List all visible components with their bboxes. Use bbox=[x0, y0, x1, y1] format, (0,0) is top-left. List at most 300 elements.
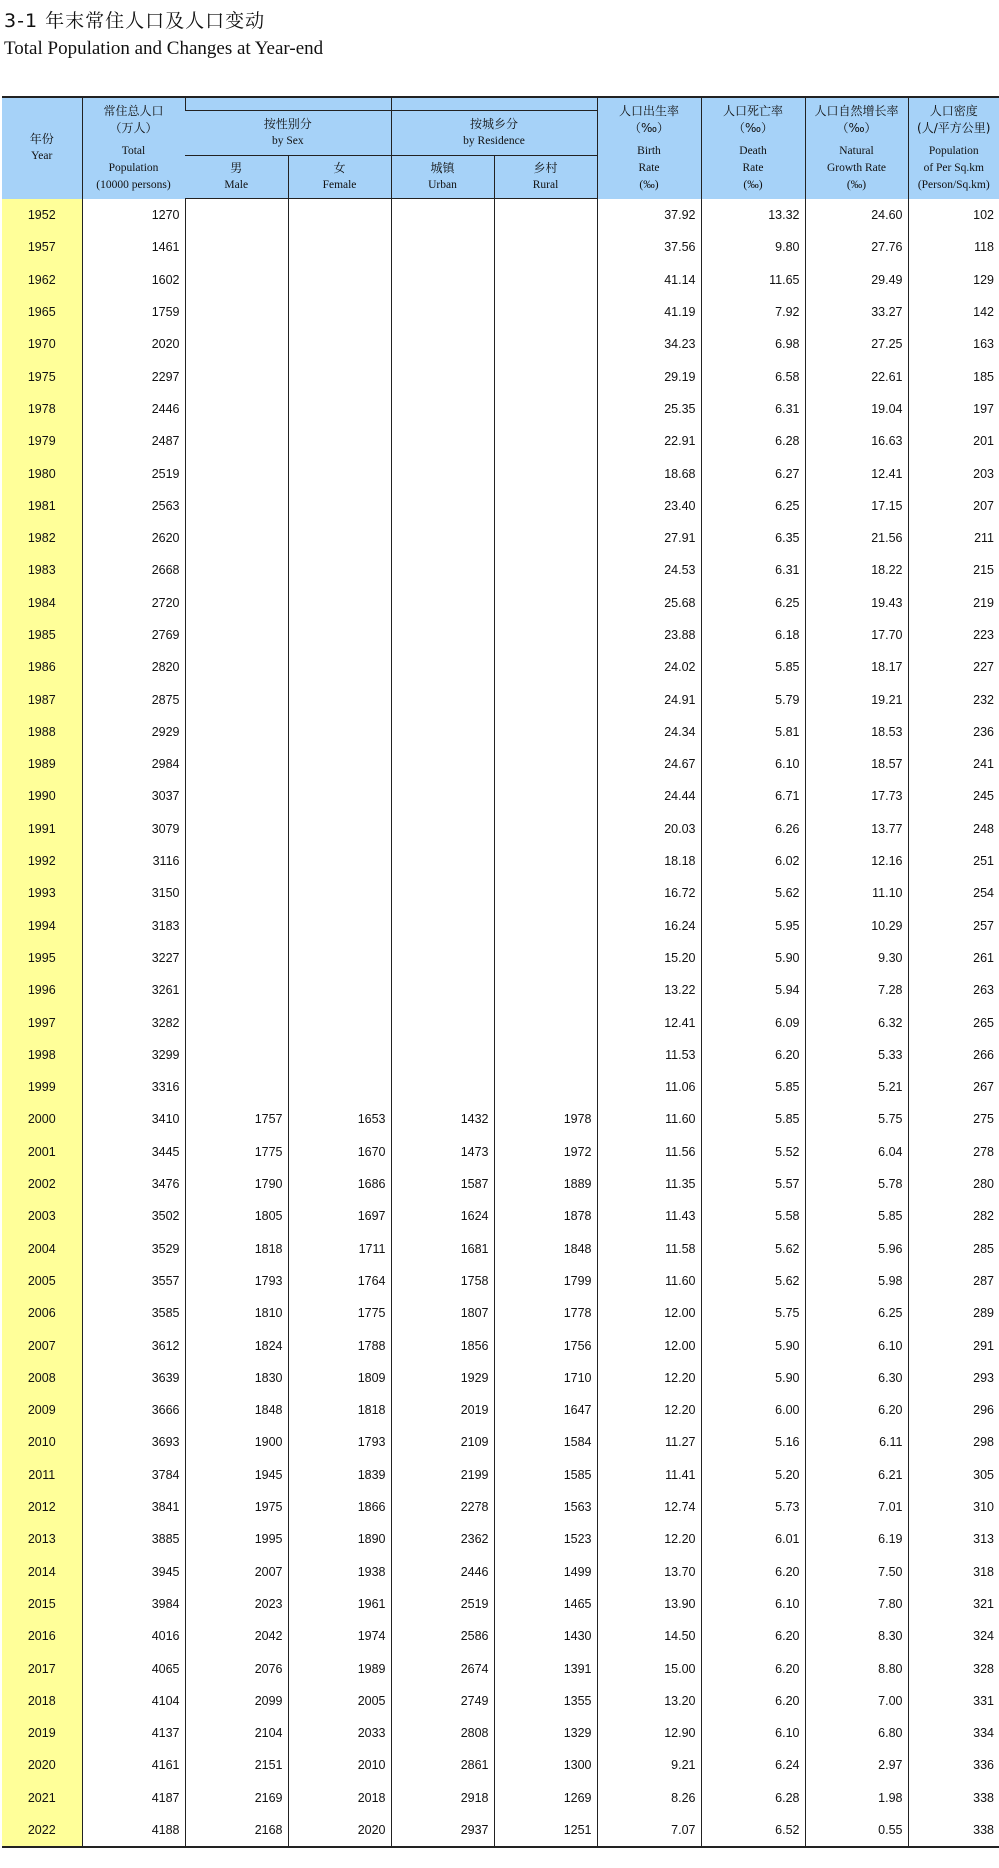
cell-male: 2168 bbox=[185, 1814, 288, 1847]
cell-total-population: 4187 bbox=[82, 1782, 185, 1814]
cell-year: 1975 bbox=[2, 360, 82, 392]
header-total-cn-unit: （万人） bbox=[109, 120, 158, 135]
cell-death-rate: 5.94 bbox=[701, 974, 805, 1006]
cell-birth-rate: 12.90 bbox=[597, 1717, 701, 1749]
table-row bbox=[2, 1200, 999, 1232]
header-urban-cn: 城镇 bbox=[430, 161, 455, 175]
cell-birth-rate: 9.21 bbox=[597, 1749, 701, 1781]
cell-male: 2023 bbox=[185, 1588, 288, 1620]
cell-natural-growth-rate: 18.17 bbox=[805, 651, 908, 683]
cell-birth-rate: 11.58 bbox=[597, 1233, 701, 1265]
cell-female: 2033 bbox=[288, 1717, 391, 1749]
cell-natural-growth-rate: 19.21 bbox=[805, 683, 908, 715]
cell-female bbox=[288, 619, 391, 651]
cell-population-density: 227 bbox=[908, 651, 999, 683]
cell-rural: 1430 bbox=[494, 1620, 597, 1652]
cell-population-density: 305 bbox=[908, 1459, 999, 1491]
cell-total-population: 4188 bbox=[82, 1814, 185, 1847]
cell-population-density: 298 bbox=[908, 1426, 999, 1458]
cell-rural bbox=[494, 651, 597, 683]
cell-male: 2099 bbox=[185, 1685, 288, 1717]
cell-year: 2005 bbox=[2, 1265, 82, 1297]
cell-total-population: 3885 bbox=[82, 1523, 185, 1555]
cell-year: 2008 bbox=[2, 1362, 82, 1394]
table-row bbox=[2, 748, 999, 780]
header-total-en-1: Total bbox=[121, 144, 146, 157]
cell-rural: 1391 bbox=[494, 1652, 597, 1684]
cell-death-rate: 5.81 bbox=[701, 716, 805, 748]
cell-natural-growth-rate: 12.41 bbox=[805, 457, 908, 489]
cell-urban bbox=[391, 490, 494, 522]
cell-year: 1989 bbox=[2, 748, 82, 780]
cell-year: 2001 bbox=[2, 1136, 82, 1168]
cell-birth-rate: 13.70 bbox=[597, 1555, 701, 1587]
cell-male: 1975 bbox=[185, 1491, 288, 1523]
cell-female: 1938 bbox=[288, 1555, 391, 1587]
table-row bbox=[2, 1103, 999, 1135]
cell-rural: 1647 bbox=[494, 1394, 597, 1426]
table-row bbox=[2, 328, 999, 360]
cell-total-population: 4065 bbox=[82, 1652, 185, 1684]
cell-urban bbox=[391, 813, 494, 845]
cell-urban bbox=[391, 360, 494, 392]
header-natural-en-3: (‰) bbox=[846, 178, 867, 191]
cell-year: 2020 bbox=[2, 1749, 82, 1781]
cell-year: 1994 bbox=[2, 910, 82, 942]
cell-male: 1824 bbox=[185, 1329, 288, 1361]
cell-rural bbox=[494, 554, 597, 586]
cell-total-population: 3079 bbox=[82, 813, 185, 845]
cell-birth-rate: 11.35 bbox=[597, 1168, 701, 1200]
cell-urban bbox=[391, 199, 494, 232]
table-row bbox=[2, 1588, 999, 1620]
cell-birth-rate: 11.27 bbox=[597, 1426, 701, 1458]
header-death-rate bbox=[701, 97, 805, 199]
cell-rural bbox=[494, 683, 597, 715]
cell-year: 2011 bbox=[2, 1459, 82, 1491]
cell-male bbox=[185, 845, 288, 877]
cell-death-rate: 6.25 bbox=[701, 587, 805, 619]
cell-female bbox=[288, 490, 391, 522]
header-female-cn: 女 bbox=[333, 161, 346, 175]
table-row bbox=[2, 1168, 999, 1200]
table-row bbox=[2, 1620, 999, 1652]
cell-natural-growth-rate: 24.60 bbox=[805, 199, 908, 232]
cell-urban bbox=[391, 296, 494, 328]
cell-total-population: 3557 bbox=[82, 1265, 185, 1297]
cell-total-population: 4016 bbox=[82, 1620, 185, 1652]
cell-population-density: 197 bbox=[908, 393, 999, 425]
cell-population-density: 215 bbox=[908, 554, 999, 586]
cell-natural-growth-rate: 6.10 bbox=[805, 1329, 908, 1361]
cell-total-population: 2563 bbox=[82, 490, 185, 522]
cell-total-population: 2487 bbox=[82, 425, 185, 457]
cell-rural: 1878 bbox=[494, 1200, 597, 1232]
cell-natural-growth-rate: 29.49 bbox=[805, 264, 908, 296]
cell-year: 2016 bbox=[2, 1620, 82, 1652]
cell-year: 1990 bbox=[2, 780, 82, 812]
cell-urban: 2586 bbox=[391, 1620, 494, 1652]
cell-year: 2014 bbox=[2, 1555, 82, 1587]
cell-urban bbox=[391, 748, 494, 780]
cell-year: 2009 bbox=[2, 1394, 82, 1426]
cell-total-population: 2875 bbox=[82, 683, 185, 715]
cell-urban bbox=[391, 716, 494, 748]
cell-natural-growth-rate: 7.01 bbox=[805, 1491, 908, 1523]
cell-birth-rate: 16.24 bbox=[597, 910, 701, 942]
header-birth-en-3: (‰) bbox=[639, 178, 659, 191]
cell-year: 2015 bbox=[2, 1588, 82, 1620]
cell-male bbox=[185, 813, 288, 845]
cell-total-population: 3784 bbox=[82, 1459, 185, 1491]
cell-female bbox=[288, 199, 391, 232]
cell-population-density: 245 bbox=[908, 780, 999, 812]
cell-birth-rate: 12.74 bbox=[597, 1491, 701, 1523]
cell-rural: 1523 bbox=[494, 1523, 597, 1555]
cell-male bbox=[185, 748, 288, 780]
cell-rural: 1972 bbox=[494, 1136, 597, 1168]
cell-natural-growth-rate: 6.19 bbox=[805, 1523, 908, 1555]
cell-rural bbox=[494, 296, 597, 328]
header-density-en-1: Population bbox=[928, 144, 979, 157]
header-female-en: Female bbox=[322, 179, 357, 191]
table-title-en: Total Population and Changes at Year-end bbox=[4, 38, 324, 59]
cell-urban bbox=[391, 683, 494, 715]
cell-female: 2005 bbox=[288, 1685, 391, 1717]
cell-death-rate: 6.00 bbox=[701, 1394, 805, 1426]
cell-total-population: 1602 bbox=[82, 264, 185, 296]
cell-urban bbox=[391, 651, 494, 683]
table-row bbox=[2, 1717, 999, 1749]
cell-death-rate: 6.20 bbox=[701, 1685, 805, 1717]
cell-female bbox=[288, 231, 391, 263]
cell-male: 2042 bbox=[185, 1620, 288, 1652]
cell-female: 1670 bbox=[288, 1136, 391, 1168]
cell-female: 1961 bbox=[288, 1588, 391, 1620]
cell-birth-rate: 11.43 bbox=[597, 1200, 701, 1232]
cell-birth-rate: 24.53 bbox=[597, 554, 701, 586]
cell-rural bbox=[494, 490, 597, 522]
cell-female bbox=[288, 587, 391, 619]
cell-year: 1984 bbox=[2, 587, 82, 619]
cell-female: 1839 bbox=[288, 1459, 391, 1491]
cell-female bbox=[288, 974, 391, 1006]
cell-natural-growth-rate: 5.98 bbox=[805, 1265, 908, 1297]
cell-rural: 1756 bbox=[494, 1329, 597, 1361]
header-birth-rate bbox=[597, 97, 701, 199]
cell-male bbox=[185, 425, 288, 457]
cell-male bbox=[185, 910, 288, 942]
cell-male bbox=[185, 619, 288, 651]
cell-year: 2007 bbox=[2, 1329, 82, 1361]
cell-female: 1775 bbox=[288, 1297, 391, 1329]
cell-natural-growth-rate: 2.97 bbox=[805, 1749, 908, 1781]
cell-urban: 2674 bbox=[391, 1652, 494, 1684]
cell-urban bbox=[391, 231, 494, 263]
cell-population-density: 289 bbox=[908, 1297, 999, 1329]
cell-rural: 1799 bbox=[494, 1265, 597, 1297]
cell-rural bbox=[494, 264, 597, 296]
cell-population-density: 324 bbox=[908, 1620, 999, 1652]
cell-death-rate: 6.10 bbox=[701, 748, 805, 780]
table-row bbox=[2, 199, 999, 232]
cell-natural-growth-rate: 21.56 bbox=[805, 522, 908, 554]
cell-birth-rate: 24.67 bbox=[597, 748, 701, 780]
cell-population-density: 338 bbox=[908, 1782, 999, 1814]
cell-population-density: 287 bbox=[908, 1265, 999, 1297]
header-birth-cn-unit: （‰） bbox=[628, 120, 670, 135]
cell-male bbox=[185, 554, 288, 586]
cell-birth-rate: 11.41 bbox=[597, 1459, 701, 1491]
cell-population-density: 102 bbox=[908, 199, 999, 232]
cell-male bbox=[185, 360, 288, 392]
table-row bbox=[2, 651, 999, 683]
cell-urban: 2278 bbox=[391, 1491, 494, 1523]
table-row bbox=[2, 716, 999, 748]
header-natural-cn-unit: （‰） bbox=[836, 120, 877, 135]
cell-population-density: 257 bbox=[908, 910, 999, 942]
cell-birth-rate: 29.19 bbox=[597, 360, 701, 392]
cell-female bbox=[288, 748, 391, 780]
cell-death-rate: 9.80 bbox=[701, 231, 805, 263]
cell-total-population: 2668 bbox=[82, 554, 185, 586]
cell-birth-rate: 8.26 bbox=[597, 1782, 701, 1814]
header-sex-top-blank bbox=[185, 97, 391, 111]
cell-birth-rate: 24.44 bbox=[597, 780, 701, 812]
cell-birth-rate: 37.92 bbox=[597, 199, 701, 232]
cell-year: 2018 bbox=[2, 1685, 82, 1717]
cell-year: 2021 bbox=[2, 1782, 82, 1814]
table-row bbox=[2, 910, 999, 942]
table-row bbox=[2, 457, 999, 489]
cell-death-rate: 5.62 bbox=[701, 1265, 805, 1297]
table-row bbox=[2, 231, 999, 263]
cell-death-rate: 6.35 bbox=[701, 522, 805, 554]
cell-urban: 2019 bbox=[391, 1394, 494, 1426]
cell-year: 2013 bbox=[2, 1523, 82, 1555]
cell-male: 1805 bbox=[185, 1200, 288, 1232]
cell-rural: 1563 bbox=[494, 1491, 597, 1523]
cell-female bbox=[288, 264, 391, 296]
header-death-en-2: Rate bbox=[742, 161, 764, 174]
cell-male bbox=[185, 716, 288, 748]
cell-natural-growth-rate: 27.76 bbox=[805, 231, 908, 263]
cell-natural-growth-rate: 0.55 bbox=[805, 1814, 908, 1847]
cell-natural-growth-rate: 7.80 bbox=[805, 1588, 908, 1620]
cell-population-density: 321 bbox=[908, 1588, 999, 1620]
cell-death-rate: 6.27 bbox=[701, 457, 805, 489]
cell-female bbox=[288, 716, 391, 748]
cell-natural-growth-rate: 5.21 bbox=[805, 1071, 908, 1103]
table-row bbox=[2, 264, 999, 296]
cell-year: 1981 bbox=[2, 490, 82, 522]
cell-year: 2006 bbox=[2, 1297, 82, 1329]
cell-total-population: 3037 bbox=[82, 780, 185, 812]
cell-urban: 2362 bbox=[391, 1523, 494, 1555]
header-population-density bbox=[908, 97, 999, 199]
header-natural-growth-rate bbox=[805, 97, 908, 199]
cell-urban: 2109 bbox=[391, 1426, 494, 1458]
cell-population-density: 266 bbox=[908, 1039, 999, 1071]
cell-year: 1952 bbox=[2, 199, 82, 232]
cell-year: 1985 bbox=[2, 619, 82, 651]
cell-birth-rate: 13.20 bbox=[597, 1685, 701, 1717]
cell-population-density: 129 bbox=[908, 264, 999, 296]
cell-urban bbox=[391, 780, 494, 812]
cell-female: 1653 bbox=[288, 1103, 391, 1135]
cell-death-rate: 6.28 bbox=[701, 1782, 805, 1814]
cell-total-population: 2620 bbox=[82, 522, 185, 554]
cell-year: 1999 bbox=[2, 1071, 82, 1103]
cell-death-rate: 6.20 bbox=[701, 1652, 805, 1684]
header-natural-en-2: Growth Rate bbox=[826, 161, 887, 174]
cell-urban: 2519 bbox=[391, 1588, 494, 1620]
cell-birth-rate: 22.91 bbox=[597, 425, 701, 457]
cell-birth-rate: 23.88 bbox=[597, 619, 701, 651]
cell-year: 2010 bbox=[2, 1426, 82, 1458]
cell-female bbox=[288, 1006, 391, 1038]
cell-urban: 2749 bbox=[391, 1685, 494, 1717]
cell-population-density: 261 bbox=[908, 942, 999, 974]
cell-female bbox=[288, 425, 391, 457]
header-year-en: Year bbox=[31, 150, 53, 163]
cell-urban: 1856 bbox=[391, 1329, 494, 1361]
cell-birth-rate: 13.22 bbox=[597, 974, 701, 1006]
cell-urban bbox=[391, 554, 494, 586]
cell-urban: 2937 bbox=[391, 1814, 494, 1847]
cell-death-rate: 6.28 bbox=[701, 425, 805, 457]
cell-population-density: 118 bbox=[908, 231, 999, 263]
cell-male bbox=[185, 522, 288, 554]
cell-female bbox=[288, 877, 391, 909]
cell-urban bbox=[391, 910, 494, 942]
cell-total-population: 3841 bbox=[82, 1491, 185, 1523]
cell-urban: 1807 bbox=[391, 1297, 494, 1329]
cell-urban bbox=[391, 264, 494, 296]
cell-population-density: 223 bbox=[908, 619, 999, 651]
cell-death-rate: 5.95 bbox=[701, 910, 805, 942]
cell-rural: 1329 bbox=[494, 1717, 597, 1749]
cell-birth-rate: 16.72 bbox=[597, 877, 701, 909]
cell-year: 2019 bbox=[2, 1717, 82, 1749]
cell-natural-growth-rate: 6.25 bbox=[805, 1297, 908, 1329]
cell-population-density: 338 bbox=[908, 1814, 999, 1847]
cell-total-population: 2297 bbox=[82, 360, 185, 392]
cell-urban bbox=[391, 877, 494, 909]
cell-urban bbox=[391, 974, 494, 1006]
cell-year: 1991 bbox=[2, 813, 82, 845]
cell-male bbox=[185, 1006, 288, 1038]
cell-male: 1810 bbox=[185, 1297, 288, 1329]
cell-population-density: 236 bbox=[908, 716, 999, 748]
header-by-residence-cn: 按城乡分 bbox=[469, 117, 518, 131]
cell-male: 1818 bbox=[185, 1233, 288, 1265]
cell-birth-rate: 14.50 bbox=[597, 1620, 701, 1652]
cell-urban: 1473 bbox=[391, 1136, 494, 1168]
cell-female: 1697 bbox=[288, 1200, 391, 1232]
cell-natural-growth-rate: 17.15 bbox=[805, 490, 908, 522]
cell-death-rate: 5.73 bbox=[701, 1491, 805, 1523]
cell-birth-rate: 11.60 bbox=[597, 1265, 701, 1297]
cell-total-population: 4104 bbox=[82, 1685, 185, 1717]
cell-natural-growth-rate: 5.33 bbox=[805, 1039, 908, 1071]
table-row bbox=[2, 845, 999, 877]
cell-population-density: 336 bbox=[908, 1749, 999, 1781]
cell-population-density: 251 bbox=[908, 845, 999, 877]
cell-population-density: 211 bbox=[908, 522, 999, 554]
cell-total-population: 3445 bbox=[82, 1136, 185, 1168]
cell-rural bbox=[494, 360, 597, 392]
cell-urban bbox=[391, 393, 494, 425]
cell-death-rate: 5.58 bbox=[701, 1200, 805, 1232]
cell-total-population: 2446 bbox=[82, 393, 185, 425]
cell-total-population: 2720 bbox=[82, 587, 185, 619]
header-death-en-1: Death bbox=[739, 144, 767, 157]
cell-birth-rate: 27.91 bbox=[597, 522, 701, 554]
cell-urban bbox=[391, 845, 494, 877]
cell-population-density: 318 bbox=[908, 1555, 999, 1587]
cell-female bbox=[288, 651, 391, 683]
cell-female: 1974 bbox=[288, 1620, 391, 1652]
cell-death-rate: 6.18 bbox=[701, 619, 805, 651]
cell-year: 1987 bbox=[2, 683, 82, 715]
cell-male: 1775 bbox=[185, 1136, 288, 1168]
cell-birth-rate: 12.20 bbox=[597, 1394, 701, 1426]
cell-death-rate: 6.10 bbox=[701, 1588, 805, 1620]
cell-natural-growth-rate: 7.50 bbox=[805, 1555, 908, 1587]
cell-death-rate: 6.10 bbox=[701, 1717, 805, 1749]
cell-year: 1997 bbox=[2, 1006, 82, 1038]
cell-death-rate: 6.58 bbox=[701, 360, 805, 392]
cell-urban: 1587 bbox=[391, 1168, 494, 1200]
cell-year: 1983 bbox=[2, 554, 82, 586]
cell-birth-rate: 7.07 bbox=[597, 1814, 701, 1847]
cell-death-rate: 6.26 bbox=[701, 813, 805, 845]
cell-year: 2022 bbox=[2, 1814, 82, 1847]
cell-birth-rate: 11.06 bbox=[597, 1071, 701, 1103]
cell-female bbox=[288, 683, 391, 715]
cell-female: 1793 bbox=[288, 1426, 391, 1458]
cell-population-density: 285 bbox=[908, 1233, 999, 1265]
cell-population-density: 142 bbox=[908, 296, 999, 328]
cell-female: 2020 bbox=[288, 1814, 391, 1847]
cell-population-density: 203 bbox=[908, 457, 999, 489]
cell-urban bbox=[391, 425, 494, 457]
cell-natural-growth-rate: 6.21 bbox=[805, 1459, 908, 1491]
cell-year: 1995 bbox=[2, 942, 82, 974]
cell-death-rate: 7.92 bbox=[701, 296, 805, 328]
cell-natural-growth-rate: 17.70 bbox=[805, 619, 908, 651]
cell-natural-growth-rate: 17.73 bbox=[805, 780, 908, 812]
cell-male: 2169 bbox=[185, 1782, 288, 1814]
cell-population-density: 207 bbox=[908, 490, 999, 522]
cell-natural-growth-rate: 5.96 bbox=[805, 1233, 908, 1265]
table-title-cn: 3-1 年末常住人口及人口变动 bbox=[4, 10, 266, 32]
cell-rural bbox=[494, 716, 597, 748]
cell-year: 1979 bbox=[2, 425, 82, 457]
cell-rural: 1269 bbox=[494, 1782, 597, 1814]
cell-population-density: 248 bbox=[908, 813, 999, 845]
cell-male bbox=[185, 264, 288, 296]
header-total-en-3: (10000 persons) bbox=[96, 178, 171, 191]
header-year-cn: 年份 bbox=[29, 132, 54, 147]
cell-population-density: 313 bbox=[908, 1523, 999, 1555]
cell-total-population: 3502 bbox=[82, 1200, 185, 1232]
cell-year: 1993 bbox=[2, 877, 82, 909]
cell-male bbox=[185, 974, 288, 1006]
cell-rural bbox=[494, 587, 597, 619]
header-rural bbox=[494, 156, 597, 199]
